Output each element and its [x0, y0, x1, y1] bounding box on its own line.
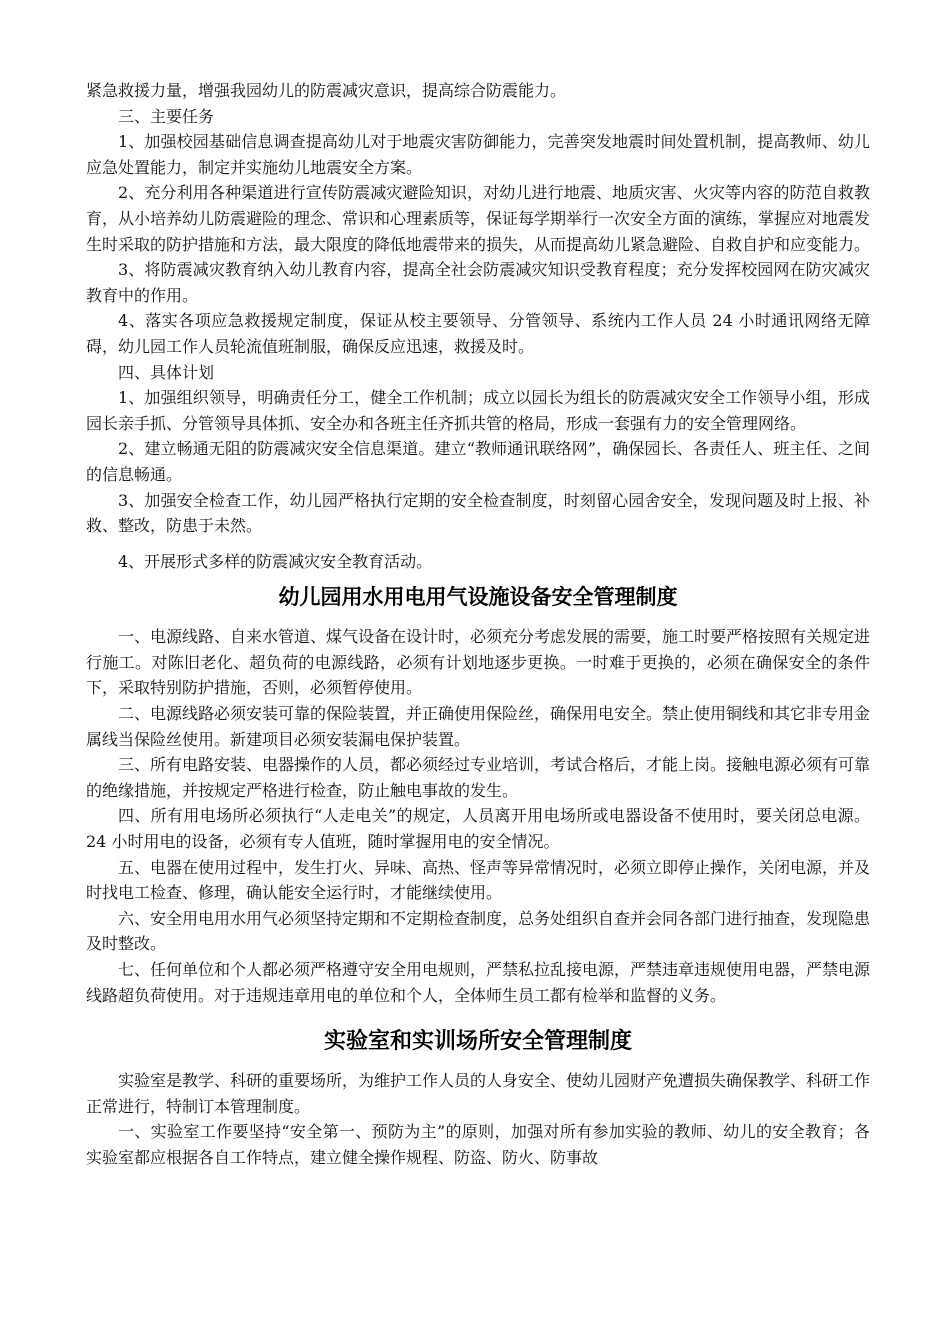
task-paragraph: 3、将防震减灾教育纳入幼儿教育内容，提高全社会防震减灾知识受教育程度；充分发挥校园网在防灾减灾教育中的作用。 — [86, 260, 870, 305]
heading-specific-plan: 四、具体计划 — [118, 362, 215, 382]
plan-paragraph: 2、建立畅通无阻的防震减灾安全信息渠道。建立“教师通讯联络网”，确保园长、各责任人、班主任、之间的信息畅通。 — [86, 439, 870, 484]
rule-paragraph: 六、安全用电用水用气必须坚持定期和不定期检查制度，总务处组织自查并会同各部门进行抽查，发现隐患及时整改。 — [86, 908, 871, 954]
spacer — [86, 539, 870, 549]
intro-tail-paragraph: 紧急救援力量，增强我园幼儿的防震减灾意识，提高综合防震能力。 — [86, 81, 567, 100]
rule-paragraph: 三、所有电路安装、电器操作的人员，都必须经过专业培训，考试合格后，才能上岗。接触电源必须有可靠的绝缘措施，并按规定严格进行检查，防止触电事故的发生。 — [86, 755, 871, 800]
rule-paragraph: 五、电器在使用过程中，发生打火、异味、高热、怪声等异常情况时，必须立即停止操作，关闭电源，并及时找电工检查、修理，确认能安全运行时，才能继续使用。 — [86, 857, 871, 903]
plan-paragraph: 3、加强安全检查工作，幼儿园严格执行定期的安全检查制度，时刻留心园舍安全，发现问题及时上报、补救、整改，防患于未然。 — [86, 490, 870, 536]
rule-paragraph: 二、电源线路必须安装可靠的保险装置，并正确使用保险丝，确保用电安全。禁止使用铜线和其它非专用金属线当保险丝使用。新建项目必须安装漏电保护装置。 — [86, 704, 871, 749]
lab-paragraph: 一、实验室工作要坚持“安全第一、预防为主”的原则，加强对所有参加实验的教师、幼儿的安全教育；各实验室都应根据各自工作特点，建立健全操作规程、防盗、防火、防事故 — [86, 1122, 870, 1167]
rule-paragraph: 七、任何单位和个人都必须严格遵守安全用电规则，严禁私拉乱接电源，严禁违章违规使用电器，严禁电源线路超负荷使用。对于违规违章用电的单位和个人，全体师生员工都有检举和监督的义务。 — [86, 960, 871, 1005]
section-title-laboratory: 实验室和实训场所安全管理制度 — [323, 1029, 632, 1055]
heading-main-tasks: 三、主要任务 — [118, 106, 215, 126]
rule-paragraph: 四、所有用电场所必须执行“人走电关”的规定，人员离开用电场所或电器设备不使用时，要关闭总电源。24 小时用电的设备，必须有专人值班，随时掌握用电的安全情况。 — [86, 806, 870, 852]
lab-paragraph: 实验室是教学、科研的重要场所，为维护工作人员的人身安全、使幼儿园财产免遭损失确保教学、科研工作正常进行，特制订本管理制度。 — [86, 1071, 871, 1116]
task-paragraph: 2、充分利用各种渠道进行宣传防震减灾避险知识，对幼儿进行地震、地质灾害、火灾等内容的防范自救教育，从小培养幼儿防震避险的理念、常识和心理素质等，保证每学期举行一次安全方面的演练，掌握应对地震发生时采取的防护措施和方法，最大限度的降低地震带来的损失，从而提高幼儿紧急避险、自救自护和应变能力。 — [86, 183, 871, 254]
task-paragraph: 4、落实各项应急救援规定制度，保证从校主要领导、分管领导、系统内工作人员 24 小时通讯网络无障碍，幼儿园工作人员轮流值班制服，确保反应迅速，救援及时。 — [86, 311, 870, 356]
document-page — [86, 78, 870, 1171]
section-title-utilities: 幼儿园用水用电用气设施设备安全管理制度 — [278, 585, 678, 610]
rule-paragraph: 一、电源线路、自来水管道、煤气设备在设计时，必须充分考虑发展的需要，施工时要严格按照有关规定进行施工。对陈旧老化、超负荷的电源线路，必须有计划地逐步更换。一时难于更换的，必须在确保安全的条件下，采取特别防护措施，否则，必须暂停使用。 — [86, 627, 871, 698]
task-paragraph: 1、加强校园基础信息调查提高幼儿对于地震灾害防御能力，完善突发地震时间处置机制，提高教师、幼儿应急处置能力，制定并实施幼儿地震安全方案。 — [86, 132, 870, 177]
plan-paragraph: 4、开展形式多样的防震减灾安全教育活动。 — [118, 551, 433, 571]
plan-paragraph: 1、加强组织领导，明确责任分工，健全工作机制；成立以园长为组长的防震减灾安全工作领导小组，形成园长亲手抓、分管领导具体抓、安全办和各班主任齐抓共管的格局，形成一套强有力的安全管理网络。 — [86, 388, 870, 433]
